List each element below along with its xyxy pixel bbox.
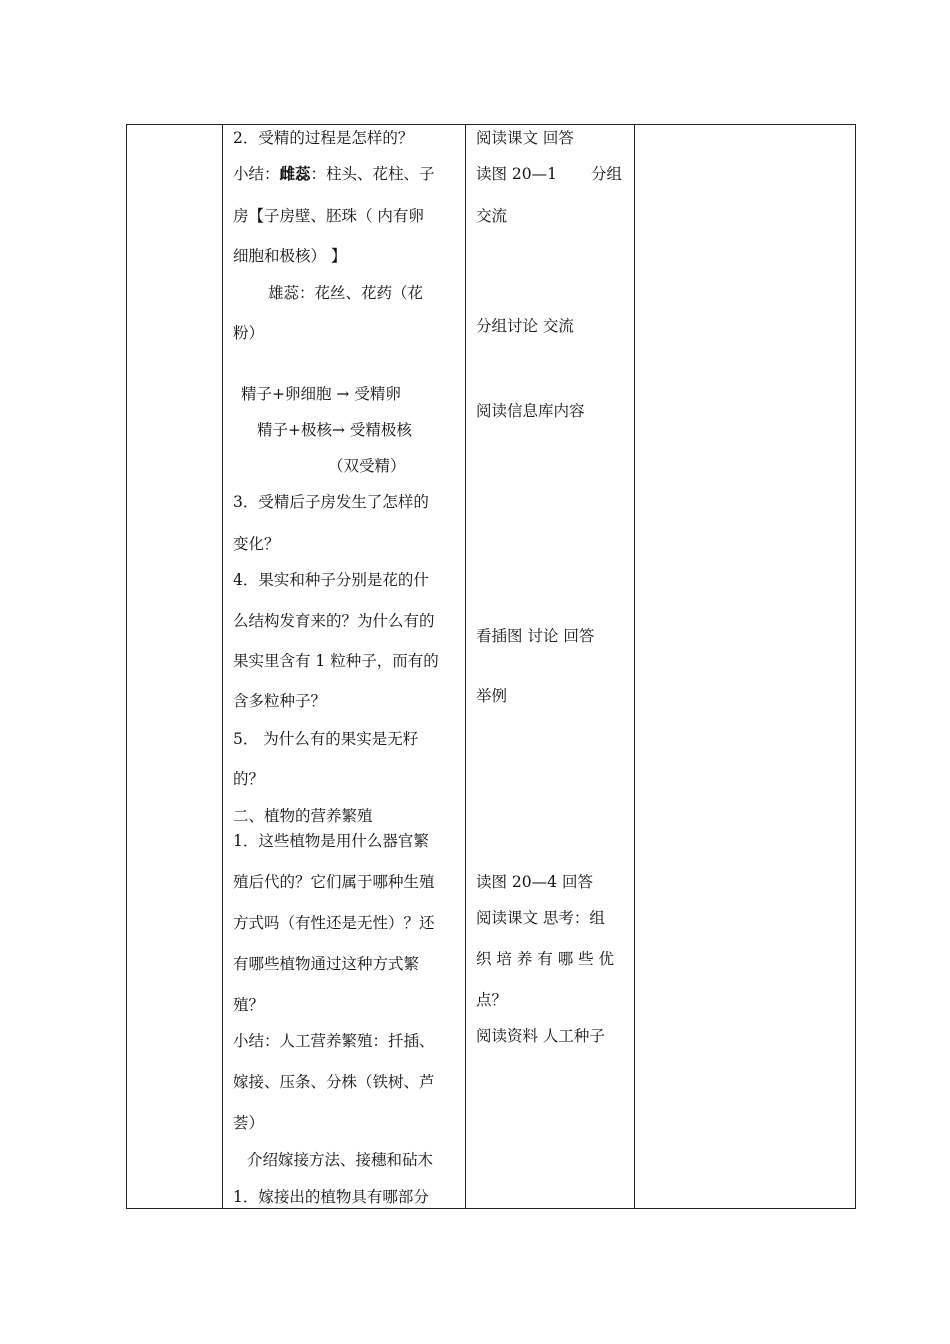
summary-propagation: 荟） — [233, 1114, 265, 1132]
question-3: 3．受精后子房发生了怎样的 — [233, 493, 429, 511]
activity-item: 交流 — [476, 207, 508, 225]
propagation-question: 殖？ — [233, 996, 265, 1014]
column-divider — [634, 125, 635, 1208]
summary-line: 粉） — [233, 324, 265, 342]
summary-propagation: 小结：人工营养繁殖：扦插、 — [233, 1032, 435, 1050]
activity-item: 读图 20—4 回答 — [476, 873, 593, 891]
activity-item: 阅读课文 回答 — [476, 129, 574, 147]
question-4: 么结构发育来的？为什么有的 — [233, 612, 435, 630]
propagation-question: 方式吗（有性还是无性）？还 — [233, 914, 435, 932]
question-5: 5． 为什么有的果实是无籽 — [233, 730, 419, 748]
summary-line: 细胞和极核） 】 — [233, 247, 347, 265]
activity-item: 阅读课文 思考：组 — [476, 909, 605, 927]
summary-propagation: 嫁接、压条、分株（铁树、芦 — [233, 1073, 435, 1091]
double-fertilization: （双受精） — [328, 457, 406, 475]
activity-item: 点？ — [476, 991, 508, 1009]
fertilization-equation: 精子+极核→ 受精极核 — [257, 421, 412, 439]
grafting-question: 1．嫁接出的植物具有哪部分 — [233, 1188, 429, 1206]
question-2: 2．受精的过程是怎样的？ — [233, 129, 414, 147]
activity-item: 举例 — [476, 687, 508, 705]
summary-stamen: 雄蕊：花丝、花药（花 — [268, 284, 424, 302]
activity-item: 织 培 养 有 哪 些 优 — [476, 950, 615, 968]
propagation-question: 1．这些植物是用什么器官繁 — [233, 832, 429, 850]
activity-item: 读图 20—1 分组 — [476, 165, 623, 183]
activity-item: 看插图 讨论 回答 — [476, 627, 595, 645]
activity-item: 分组讨论 交流 — [476, 317, 574, 335]
grafting-intro: 介绍嫁接方法、接穗和砧木 — [247, 1151, 434, 1169]
fertilization-equation: 精子+卵细胞 → 受精卵 — [241, 385, 401, 403]
question-4: 含多粒种子？ — [233, 692, 327, 710]
summary-pistil: 小结：雌蕊：柱头、花柱、子 — [233, 164, 435, 183]
column-divider — [465, 125, 466, 1208]
column-divider — [222, 125, 223, 1208]
propagation-question: 有哪些植物通过这种方式繁 — [233, 955, 420, 973]
question-4: 4．果实和种子分别是花的什 — [233, 571, 429, 589]
activity-item: 阅读资料 人工种子 — [476, 1027, 605, 1045]
section-heading: 二、植物的营养繁殖 — [233, 807, 373, 825]
question-3: 变化？ — [233, 535, 280, 553]
propagation-question: 殖后代的？它们属于哪种生殖 — [233, 873, 435, 891]
summary-line: 房【子房壁、胚珠（ 内有卵 — [233, 207, 424, 225]
question-4: 果实里含有 1 粒种子，而有的 — [233, 652, 439, 670]
activity-item: 阅读信息库内容 — [476, 402, 585, 420]
question-5: 的？ — [233, 770, 265, 788]
